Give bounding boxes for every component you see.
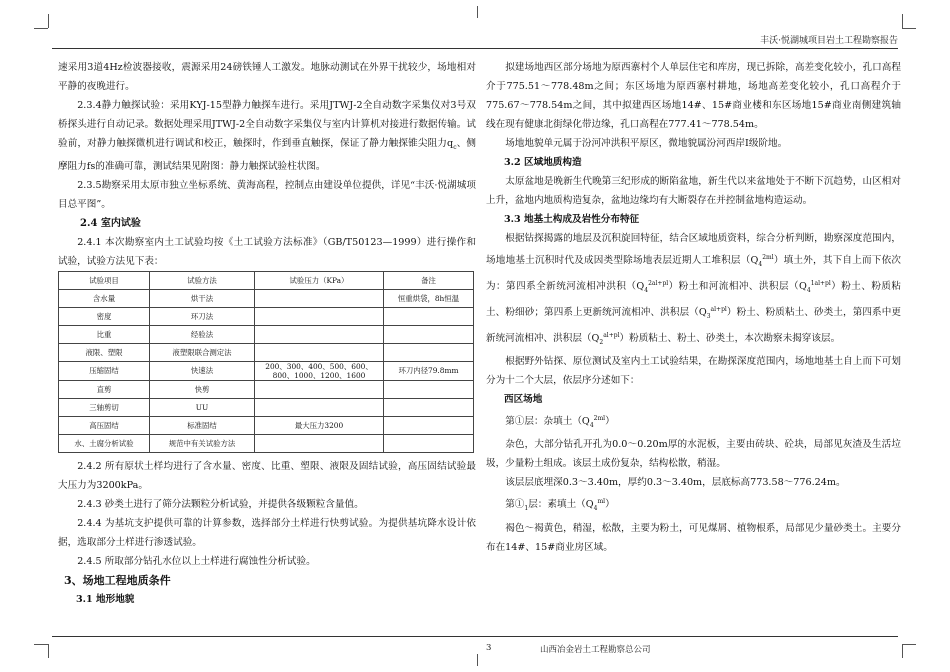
q-subscript: 4 [589, 422, 594, 430]
q-superscript: al+pl [603, 332, 620, 340]
heading-3-2: 3.2 区域地质构造 [504, 157, 582, 168]
header-rule [52, 48, 898, 49]
paragraph-sieve: 2.4.3 砂类土进行了筛分法颗粒分析试验，并提供各级颗粒含量值。 [77, 498, 364, 510]
heading-west-area: 西区场地 [504, 394, 543, 406]
strata-text: ）粉质粘土、粉土、砂类土，本次勘察未揭穿该层。 [619, 333, 841, 345]
paragraph-landform: 场地地貌单元属于汾河冲洪积平原区，微地貌属汾河西岸Ⅰ级阶地。 [505, 138, 788, 149]
heading-section-3: 3、场地工程地质条件 [64, 573, 171, 587]
table-header: 试验方法 [150, 271, 255, 289]
table-cell: 烘干法 [150, 289, 255, 307]
paragraph-basin: 太原盆地是晚新生代晚第三纪形成的断陷盆地，新生代以来盆地处于不断下沉趋势，山区相对上升，盆地内地质构造复杂，盆地边缘均有大断裂存在并控制盆地构造运动。 [486, 176, 901, 206]
crop-mark [902, 14, 903, 28]
q-superscript: ml [597, 498, 606, 506]
table-cell [384, 380, 474, 398]
table-cell: 高压固结 [59, 416, 150, 434]
crop-mark [902, 28, 916, 29]
strata-text: ）粉土、粉质粘土、粉细砂；第四系上更新统河流相冲、洪积层（Q [486, 281, 902, 319]
layer-label: 层：素填土（Q [528, 499, 594, 511]
strata-text: 根据钻探揭露的地层及沉积旋回特征，结合区域地质资料，综合分析判断，勘察深度范围内，场地地基土沉积时代及成因类型除场地表层近期人工堆积层（Q [486, 233, 901, 267]
table-cell: 经验法 [150, 325, 255, 343]
heading-lab-tests: 2.4 室内试验 [80, 217, 141, 229]
table-cell: 规范中有关试验方法 [150, 434, 255, 452]
table-row [59, 416, 474, 434]
layer-label-end: ） [605, 499, 615, 511]
table-header: 备注 [384, 271, 474, 289]
table-row [59, 398, 474, 416]
paragraph-shear: 2.4.4 为基坑支护提供可靠的计算参数，选择部分土样进行快剪试验。为提供基坑降水设计依据，选取部分土样进行渗透试验。 [58, 517, 476, 548]
crop-mark [477, 6, 478, 18]
table-cell: 200、300、400、500、600、800、1000、1200、1600 [255, 361, 384, 380]
table-header: 试验压力（KPa） [255, 271, 384, 289]
paragraph-cpt [58, 96, 476, 176]
table-cell [255, 325, 384, 343]
layer-label: 第①层：杂填土（Q [505, 416, 590, 428]
q-subscript: 4 [593, 505, 598, 513]
table-row [59, 307, 474, 325]
table-cell [384, 325, 474, 343]
q-superscript: 2ml [762, 254, 774, 261]
table-cell [255, 289, 384, 307]
table-cell: 环刀法 [150, 307, 255, 325]
crop-mark [48, 644, 49, 658]
paragraph-coordinates: 2.3.5勘察采用太原市独立坐标系统、黄海高程，控制点由建设单位提供，详见“丰沃·悦湖城项目总平图”。 [58, 179, 476, 210]
paragraph-site-terrain: 拟建场地西区部分场地为原西寨村个人单层住宅和库房，现已拆除，高差变化较小，孔口高程介于775.51～778.48m之间；东区场地为原西寨村耕地，场地高差变化较小，孔口高程介于775.67～778.54m之间，其中拟建西区场地14#、15#商业楼和东区场地15#商业南侧建筑轴线在现有健康北街绿化带边缘，孔口高程在777.41～778.54m。 [486, 62, 901, 130]
crop-mark [34, 28, 48, 29]
table-cell: 环刀内径79.8mm [384, 361, 474, 380]
table-row [59, 325, 474, 343]
cpt-text-end: 、侧摩阻力fs的准确可靠，测试结果见附图：静力触探试验柱状图。 [58, 138, 477, 172]
table-cell: 快剪 [150, 380, 255, 398]
heading-3-1: 3.1 地形地貌 [76, 593, 135, 605]
q-subscript: 3 [706, 313, 711, 321]
paragraph-layer-1-depth: 该层层底埋深0.3～3.40m，厚约0.3～3.40m，层底标高773.58～776.24m。 [505, 477, 846, 489]
qc-symbol: q [447, 138, 454, 149]
table-cell: 比重 [59, 325, 150, 343]
table-cell: 压缩固结 [59, 361, 150, 380]
table-header: 试验项目 [59, 271, 150, 289]
layer-1-1-title [486, 492, 901, 518]
crop-mark [902, 644, 916, 645]
q-superscript: 1al+pl [810, 280, 831, 288]
crop-mark [34, 644, 48, 645]
layer-1-title [486, 409, 901, 435]
table-cell: 恒重烘袋，8h恒温 [384, 289, 474, 307]
table-cell: 快速法 [150, 361, 255, 380]
table-cell: 液塑限联合测定法 [150, 343, 255, 361]
cpt-text: 2.3.4静力触探试验：采用KYJ-15型静力触探车进行。采用JTWJ-2全自动数字采集仪对3号双桥探头进行自动记录。数据处理采用JTWJ-2全自动数字采集仪与室内计算机对接进行数据传输。试验前，对静力触探微机进行调试和校正，触探时，作到垂直触探，保证了静力触探锥尖阻力 [58, 100, 476, 149]
lab-test-table [58, 271, 474, 453]
table-cell [384, 307, 474, 325]
table-cell: 最大压力3200 [255, 416, 384, 434]
crop-mark [477, 654, 478, 666]
table-cell: 标准固结 [150, 416, 255, 434]
table-cell: 水、土腐分析试验 [59, 434, 150, 452]
table-cell: 含水量 [59, 289, 150, 307]
strata-text: ）填土外，其下自上而下依次为：第四系全新统河流相冲洪积（Q [486, 255, 901, 293]
table-cell [255, 380, 384, 398]
paragraph-strata [486, 229, 901, 352]
table-header-row [59, 271, 474, 289]
q-subscript: 4 [644, 287, 649, 295]
table-row [59, 289, 474, 307]
q-subscript: 4 [806, 287, 811, 295]
table-cell [255, 434, 384, 452]
table-cell: 三轴剪切 [59, 398, 150, 416]
crop-mark [902, 644, 903, 658]
q-superscript: 2ml [593, 415, 606, 423]
paragraph-lab-standard: 2.4.1 本次勘察室内土工试验均按《土工试验方法标准》（GB/T50123—1999）进行操作和试验，试验方法见下表： [58, 236, 476, 267]
layer-label: 第① [505, 499, 525, 511]
table-cell [384, 416, 474, 434]
table-row [59, 361, 474, 380]
running-header: 丰沃·悦湖城项目岩土工程勘察报告 [760, 36, 898, 46]
table-cell [255, 398, 384, 416]
paragraph-layer-1-1-desc: 褐色～褐黄色，稍湿，松散，主要为粉土，可见煤屑、植物根系，局部见少量砂类土。主要分布在14#、15#商业房区域。 [486, 522, 901, 553]
q-superscript: al+pl [710, 306, 727, 314]
page-number: 3 [486, 643, 492, 653]
footer-company: 山西冶金岩土工程勘察总公司 [540, 645, 651, 655]
paragraph-consolidation: 2.4.2 所有原状土样均进行了含水量、密度、比重、塑限、液限及固结试验，高压固结试验最大压力为3200kPa。 [58, 460, 476, 491]
paragraph-wave-test: 速采用3道4Hz检波器接收，震源采用24磅铁锤人工激发。地脉动测试在外界干扰较少，场地相对平静的夜晚进行。 [58, 62, 476, 92]
table-cell: 密度 [59, 307, 150, 325]
paragraph-layer-1-desc: 杂色，大部分钻孔开孔为0.0～0.20m厚的水泥板，主要由砖块、砼块，局部见灰渣及生活垃圾，少量粉土组成。该层土成份复杂，结构松散，稍湿。 [486, 439, 901, 470]
left-column [58, 58, 476, 609]
layer-subscript: 1 [524, 505, 529, 513]
right-column [486, 58, 901, 557]
table-row [59, 343, 474, 361]
table-cell [255, 343, 384, 361]
qc-subscript: c [453, 143, 457, 151]
table-body [59, 289, 474, 452]
q-subscript: 2 [599, 339, 604, 347]
layer-label-end: ） [605, 416, 615, 428]
table-cell [384, 343, 474, 361]
table-cell: UU [150, 398, 255, 416]
table-row [59, 434, 474, 452]
table-cell: 直剪 [59, 380, 150, 398]
table-cell [384, 398, 474, 416]
paragraph-corrosion: 2.4.5 所取部分钻孔水位以上土样进行腐蚀性分析试验。 [77, 555, 316, 567]
table-cell: 液限、塑限 [59, 343, 150, 361]
heading-3-3: 3.3 地基土构成及岩性分布特征 [504, 214, 640, 225]
q-subscript: 4 [758, 261, 763, 269]
strata-text: ）粉土、粉质粘土、砂类土，第四系中更新统河流相冲、洪积层（Q [486, 307, 901, 345]
crop-mark [48, 14, 49, 28]
table-cell [255, 307, 384, 325]
table-cell [384, 434, 474, 452]
footer-rule [52, 636, 898, 637]
paragraph-layers-intro: 根据野外钻探、原位测试及室内土工试验结果，在勘探深度范围内，场地地基土自上而下可划分为十二个大层，依层序分述如下： [486, 356, 901, 387]
q-superscript: 2al+pl [648, 280, 669, 288]
table-row [59, 380, 474, 398]
strata-text: ）粉土和河流相冲、洪积层（Q [668, 281, 807, 293]
